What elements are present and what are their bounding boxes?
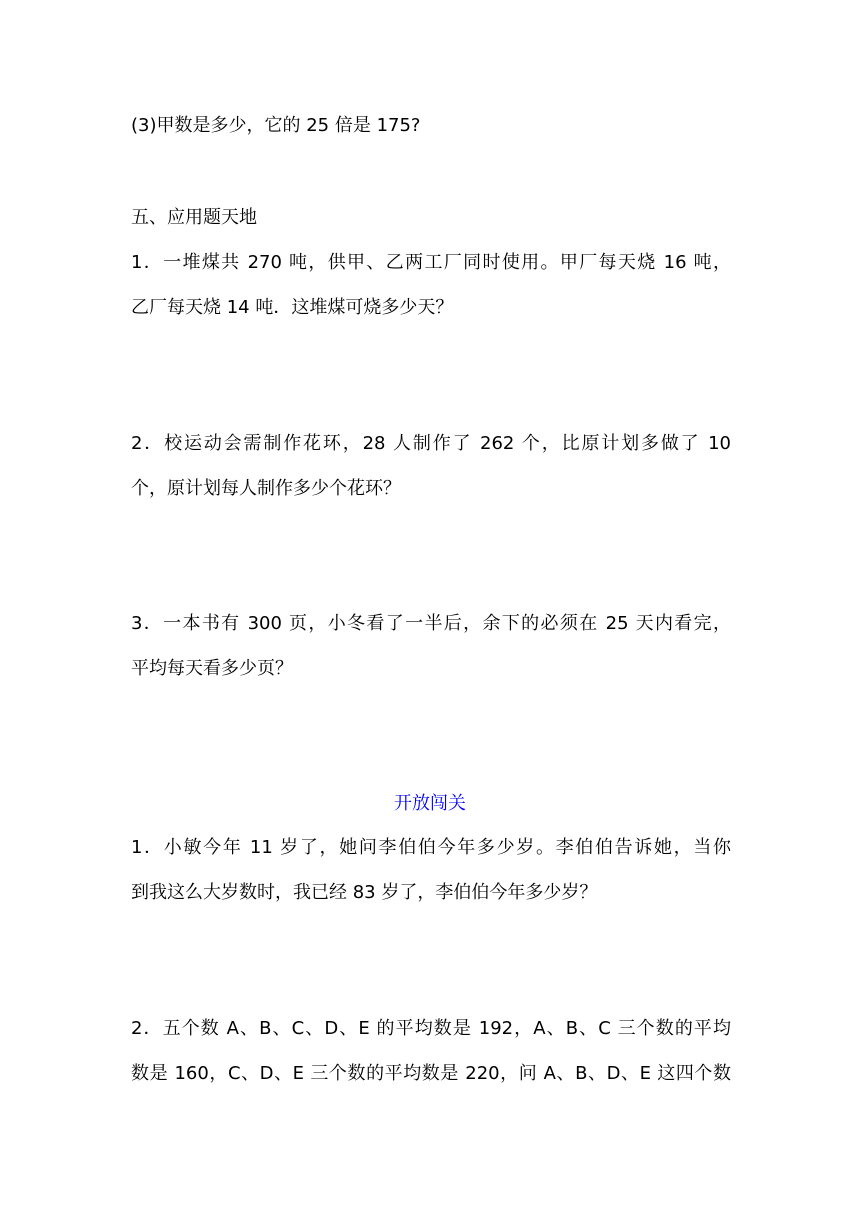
open-problem-1-line-1: 1．小敏今年 11 岁了，她问李伯伯今年多少岁。李伯伯告诉她，当你 xyxy=(131,837,731,858)
problem-3-line-2: 平均每天看多少页？ xyxy=(131,658,293,679)
section-heading: 五、应用题天地 xyxy=(131,207,257,228)
problem-2-line-1: 2．校运动会需制作花环，28 人制作了 262 个，比原计划多做了 10 xyxy=(131,433,731,454)
open-section-title: 开放闯关 xyxy=(394,793,466,814)
open-problem-1-line-2: 到我这么大岁数时，我已经 83 岁了，李伯伯今年多少岁？ xyxy=(131,882,598,903)
question-3: (3)甲数是多少，它的 25 倍是 175? xyxy=(131,115,421,136)
problem-1-line-1: 1．一堆煤共 270 吨，供甲、乙两工厂同时使用。甲厂每天烧 16 吨， xyxy=(131,252,731,273)
problem-3-line-1: 3．一本书有 300 页，小冬看了一半后，余下的必须在 25 天内看完， xyxy=(131,613,731,634)
open-problem-2-line-2: 数是 160，C、D、E 三个数的平均数是 220，问 A、B、D、E 这四个数 xyxy=(131,1063,731,1084)
problem-2-line-2: 个，原计划每人制作多少个花环？ xyxy=(131,478,401,499)
open-problem-2-line-1: 2．五个数 A、B、C、D、E 的平均数是 192，A、B、C 三个数的平均 xyxy=(131,1018,731,1039)
problem-1-line-2: 乙厂每天烧 14 吨．这堆煤可烧多少天？ xyxy=(131,297,454,318)
